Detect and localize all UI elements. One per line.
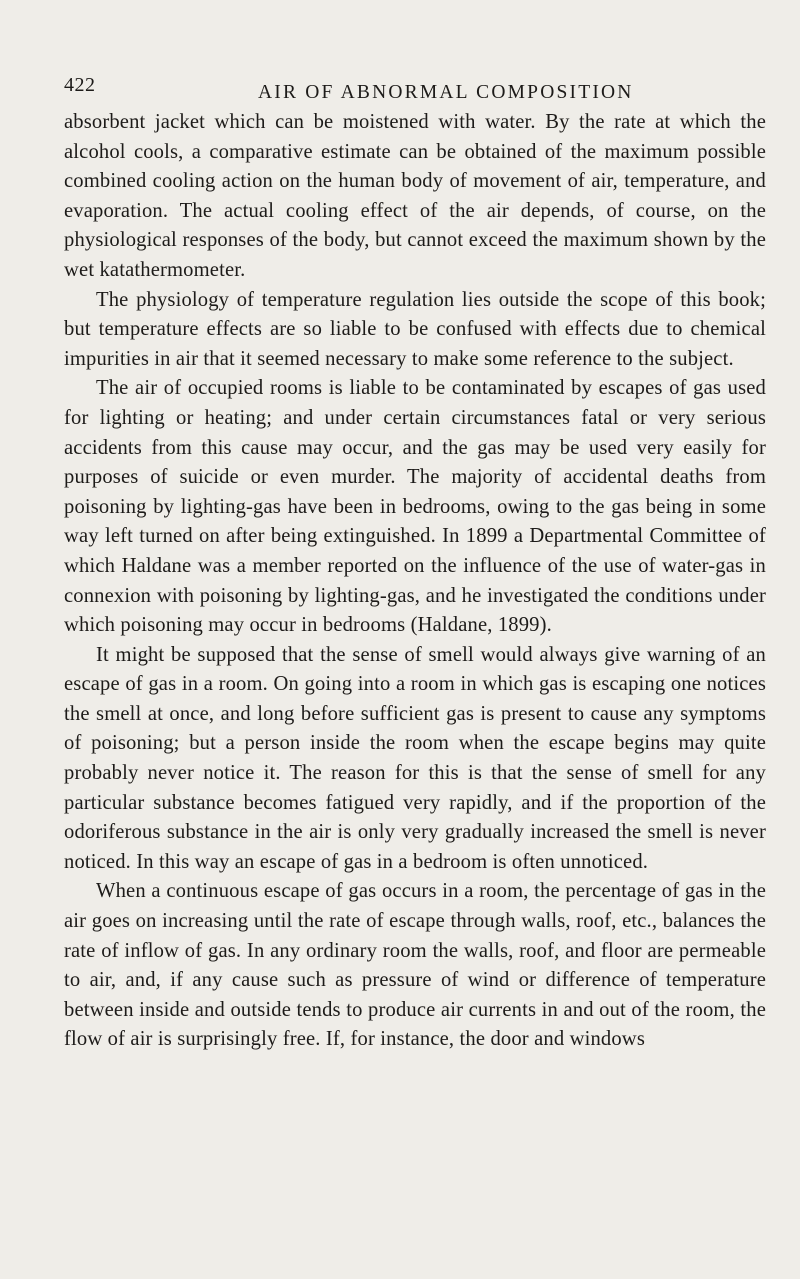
- body-text: [64, 108, 766, 1055]
- paragraph: When a continuous escape of gas occurs in a room, the percentage of gas in the air goes on increasing until the rate of escape through walls, roof, etc., balances the rate of inflow of gas. In any ordinary room the walls, roof, and floor are permeable to air, and, if any cause such as pressure of wind or difference of temperature between inside and outside tends to produce air currents in and out of the room, the flow of air is surprisingly free. If, for instance, the door and windows: [64, 880, 766, 1051]
- page-number: 422: [64, 74, 96, 96]
- paragraph: The physiology of temperature regulation lies outside the scope of this book; but temperature effects are so liable to be confused with effects due to chemical impurities in air that it seemed necessary to make some reference to the subject.: [64, 288, 766, 370]
- paragraph: The air of occupied rooms is liable to be contaminated by escapes of gas used for lighting or heating; and under certain circumstances fatal or very serious accidents from this cause may occur, and the gas may be used very easily for purposes of suicide or even murder. The majority of accidental deaths from poisoning by lighting-gas have been in bedrooms, owing to the gas being in some way left turned on after being extinguished. In 1899 a Departmental Committee of which Haldane was a member reported on the influence of the use of water-gas in connexion with poisoning by lighting-gas, and he investigated the conditions under which poisoning may occur in bedrooms (Haldane, 1899).: [64, 377, 766, 637]
- paragraph-continued: absorbent jacket which can be moistened with water. By the rate at which the alcohol cools, a comparative estimate can be obtained of the maximum possible combined cooling action on the human body of movement of air, temperature, and evaporation. The actual cooling effect of the air depends, of course, on the physiological responses of the body, but cannot exceed the maximum shown by the wet katathermometer.: [64, 111, 766, 281]
- paragraph: It might be supposed that the sense of smell would always give warning of an escape of gas in a room. On going into a room in which gas is escaping one notices the smell at once, and long before sufficient gas is present to cause any symptoms of poisoning; but a person inside the room when the escape begins may quite probably never notice it. The reason for this is that the sense of smell for any particular substance becomes fatigued very rapidly, and if the proportion of the odoriferous substance in the air is only very gradually increased the smell is never noticed. In this way an escape of gas in a bedroom is often unnoticed.: [64, 643, 766, 873]
- running-head: AIR OF ABNORMAL COMPOSITION: [258, 82, 634, 103]
